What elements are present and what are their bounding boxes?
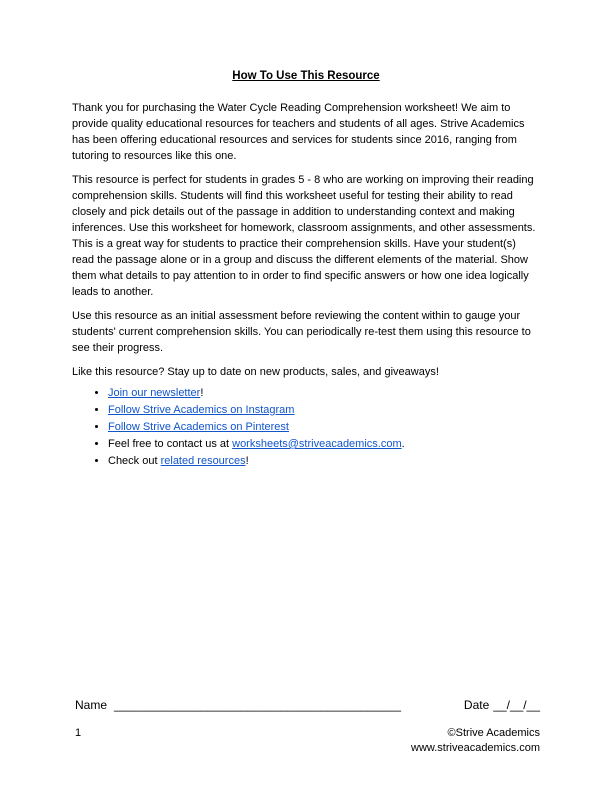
bullet-pre-text: Feel free to contact us at [108, 438, 233, 450]
paragraph-usage: This resource is perfect for students in grades 5 - 8 who are working on improving their reading comprehension skills. Students will find this worksheet useful for testing their ability to read closely and pick details out of the passage in addition to understanding context and making inferences. Use this worksheet for homework, classroom assignments, and other assessments. This is a great way for students to practice their comprehension skills. Have your student(s) read the passage alone or in a group and discuss the different elements of the material. Show them what details to pay attention to in order to find specific answers or how one idea logically leads to another. [72, 174, 536, 298]
footer-branding [411, 726, 540, 756]
related-resources-link[interactable]: related resources [160, 455, 246, 467]
date-blank-line: __/__/__ [493, 698, 540, 712]
list-item-newsletter [108, 385, 540, 401]
list-item-pinterest [108, 419, 540, 435]
bullet-post-text: ! [245, 455, 249, 467]
list-item-related [108, 453, 540, 469]
list-item-contact [108, 436, 540, 452]
pinterest-link[interactable]: Follow Strive Academics on Pinterest [108, 421, 289, 433]
bullet-post-text: ! [200, 387, 204, 399]
name-label: Name [75, 698, 108, 712]
newsletter-link[interactable]: Join our newsletter [108, 387, 201, 399]
bullet-post-text: . [401, 438, 405, 450]
email-link[interactable]: worksheets@striveacademics.com [232, 438, 402, 450]
list-item-instagram [108, 402, 540, 418]
document-body [72, 68, 540, 470]
name-blank-line: ___________________________________________ [114, 698, 401, 712]
website-text: www.striveacademics.com [411, 742, 540, 754]
cta-line: Like this resource? Stay up to date on new products, sales, and giveaways! [72, 366, 439, 378]
date-label: Date [463, 698, 490, 712]
page-number: 1 [75, 727, 82, 739]
resource-links-list [72, 385, 540, 469]
date-field-group [464, 697, 540, 713]
instagram-link[interactable]: Follow Strive Academics on Instagram [108, 404, 295, 416]
name-date-row [75, 697, 540, 713]
name-field-group [75, 697, 401, 713]
copyright-text: ©Strive Academics [447, 727, 540, 739]
page-footer [75, 726, 540, 756]
paragraph-intro: Thank you for purchasing the Water Cycle Reading Comprehension worksheet! We aim to provide quality educational resources for teachers and students of all ages. Strive Academics has been offering educational resources and services for students since 2016, ranging from tutoring to resources like this one. [72, 102, 525, 162]
bullet-pre-text: Check out [108, 455, 161, 467]
page-title: How To Use This Resource [232, 70, 380, 82]
paragraph-assessment: Use this resource as an initial assessment before reviewing the content within to gauge your students' current comprehension skills. You can periodically re-test them using this resource to see their progress. [72, 310, 531, 354]
